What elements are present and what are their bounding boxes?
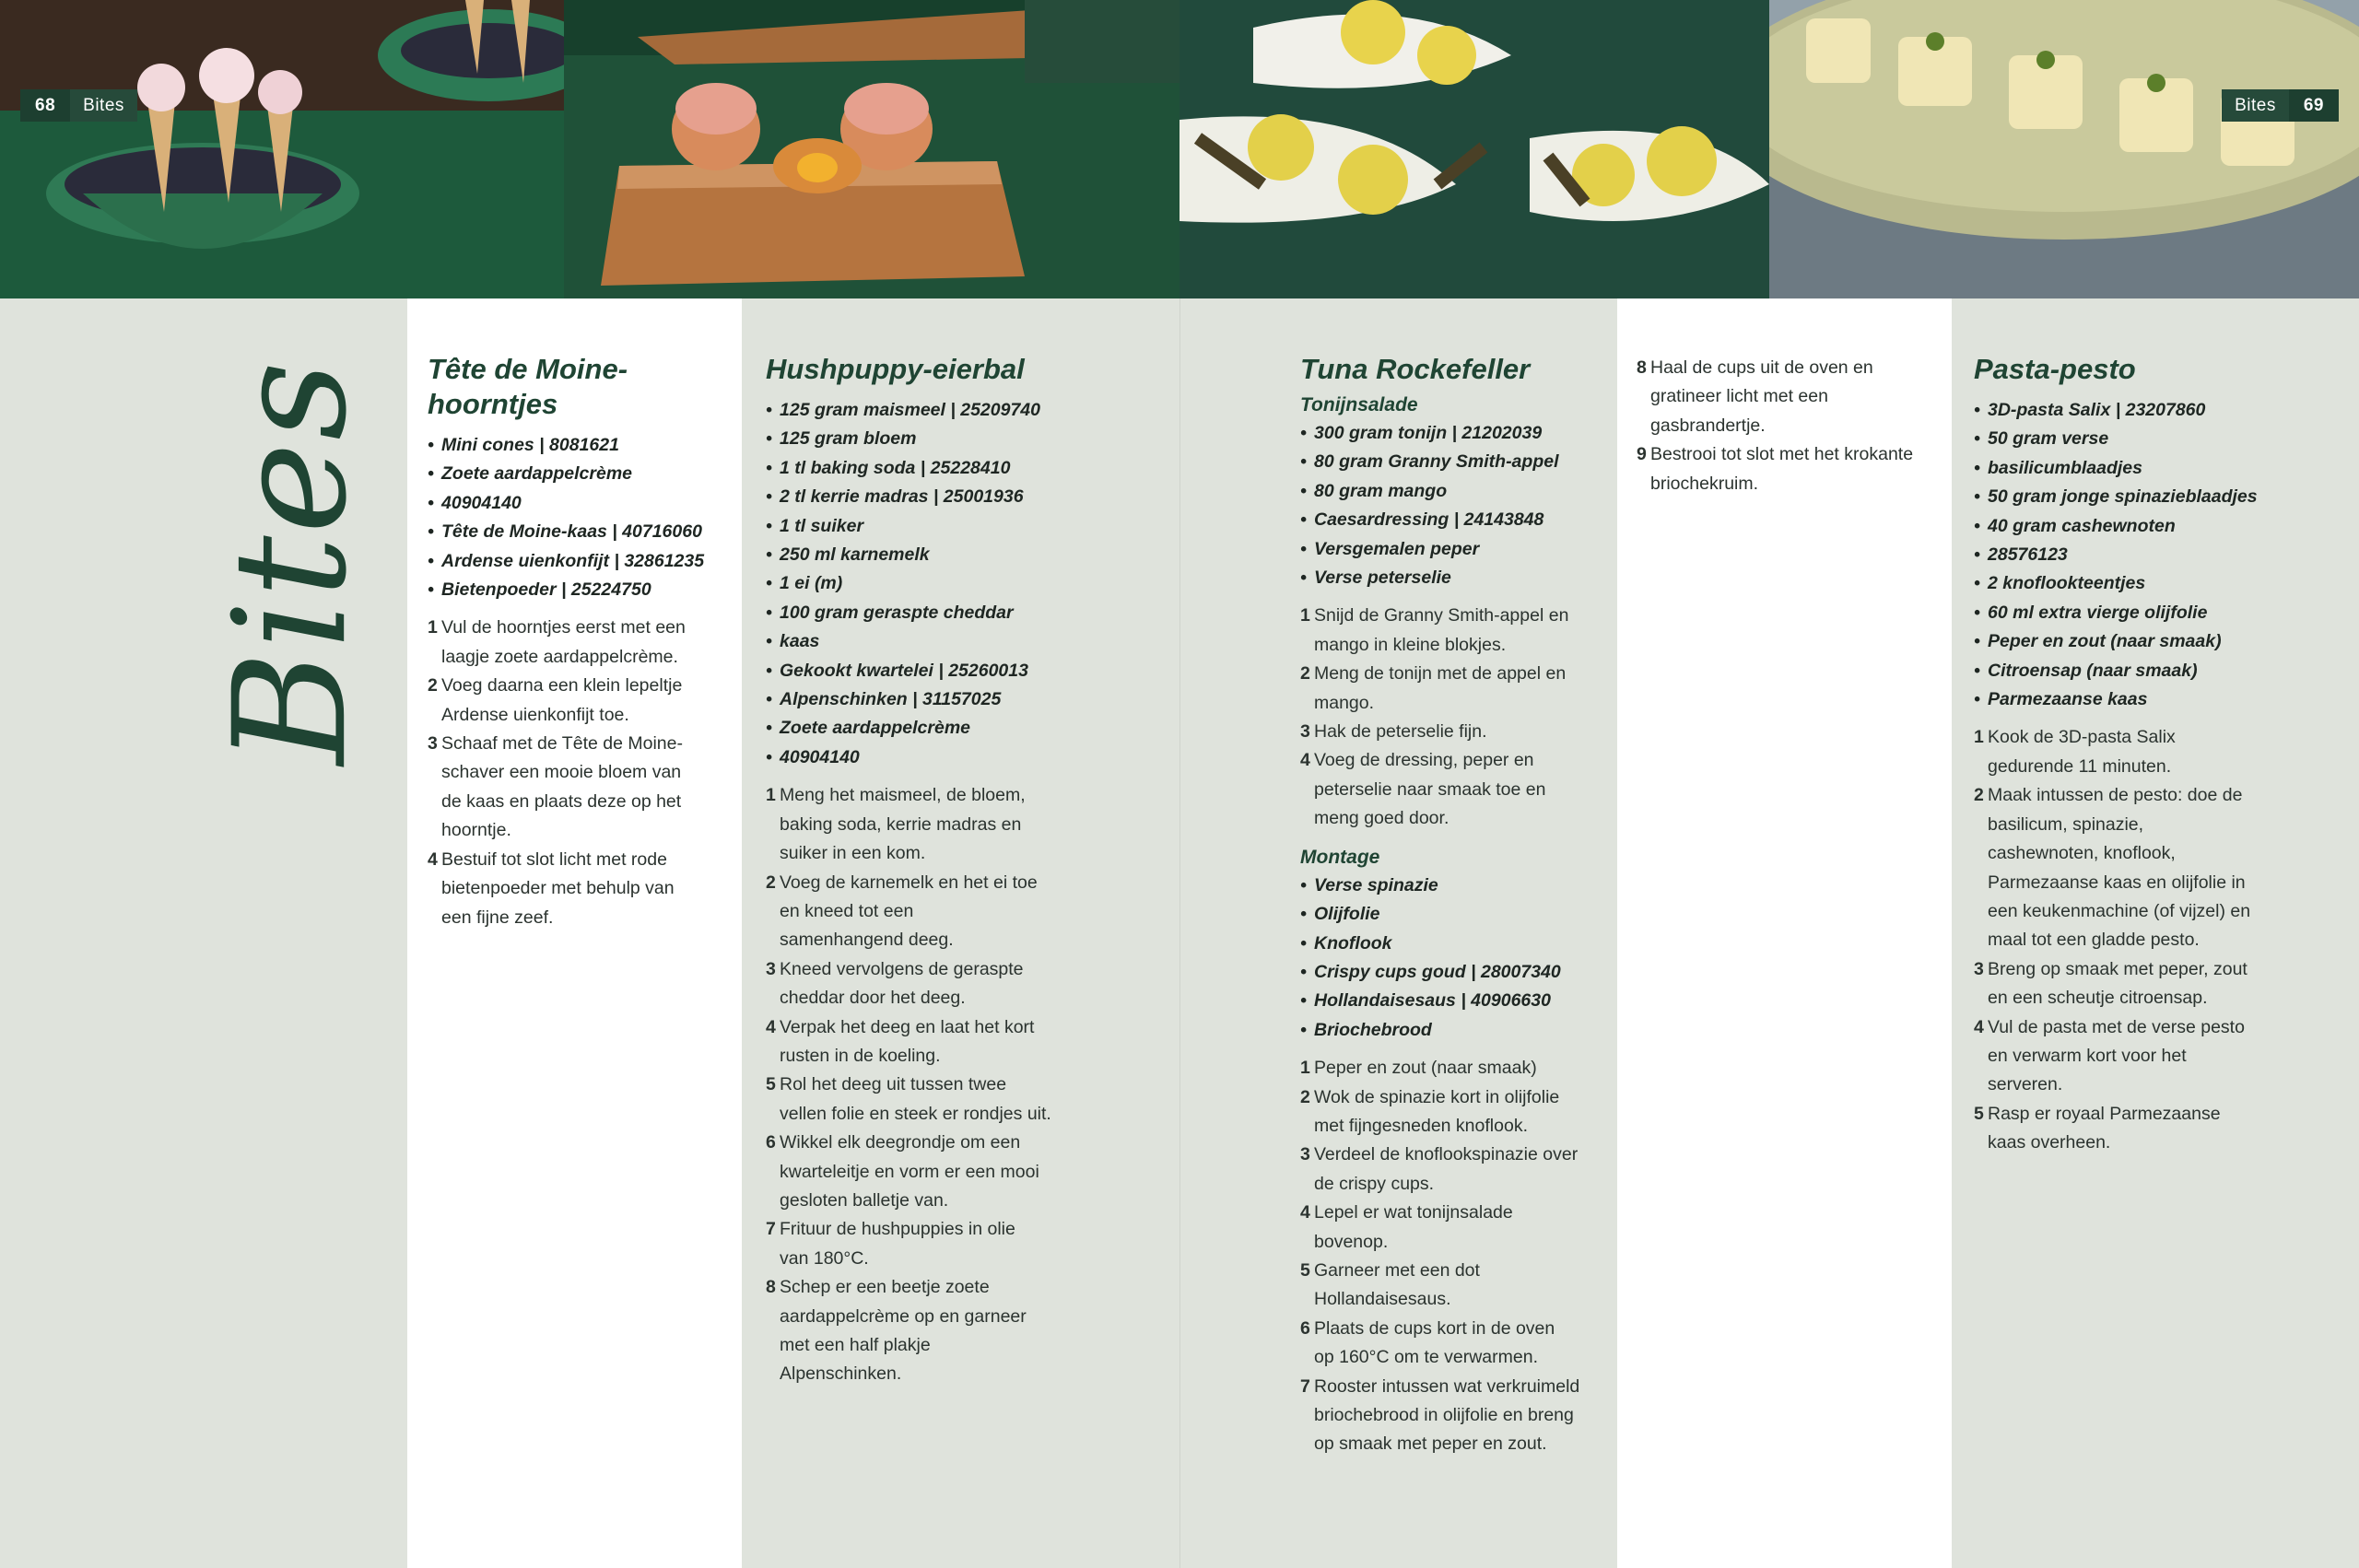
step-text-line: een keukenmachine (of vijzel) en [1988,900,2251,921]
step-text-line: vellen folie en steek er rondjes uit. [780,1103,1051,1124]
step-item [766,781,1171,868]
step-text-line: bietenpoeder met behulp van [441,878,675,899]
step-number: 7 [1300,1375,1310,1397]
ingredient-item: • 125 gram bloem [766,425,1171,453]
step-text-line: een fijne zeef. [441,907,554,928]
page-number-left: 68 [20,89,70,122]
step-number: 2 [766,872,776,893]
step-text-line: briochekruim. [1650,473,1759,494]
ingredient-item: • Tête de Moine-kaas | 40716060 [428,518,732,546]
step-text-line: Maak intussen de pesto: doe de [1988,785,2243,806]
step-text-line: Vul de hoorntjes eerst met een [441,617,686,638]
ingredient-item: • 80 gram Granny Smith-appel [1300,448,1614,476]
ingredient-item: • 80 gram mango [1300,477,1614,506]
subheading-tonijnsalade: Tonijnsalade [1300,394,1418,415]
step-item [428,672,732,730]
step-text-line: en verwarm kort voor het [1988,1045,2187,1066]
step-item [1300,718,1614,746]
step-text-line: briochebrood in olijfolie en breng [1314,1405,1574,1425]
ingredient-item: • 28576123 [1974,541,2347,569]
ingredient-item: • 2 knoflookteentjes [1974,569,2347,598]
ingredient-item: • Crispy cups goud | 28007340 [1300,958,1614,987]
step-number: 3 [1300,1144,1310,1165]
step-item [428,614,732,672]
section-label-right: Bites [2222,89,2289,122]
step-text-line: op smaak met peper en zout. [1314,1433,1547,1455]
ingredient-item: • 2 tl kerrie madras | 25001936 [766,483,1171,511]
step-text-line: rusten in de koeling. [780,1045,941,1066]
recipe-pasta-pesto [1974,352,2347,1158]
step-item [428,846,732,932]
step-text-line: Wok de spinazie kort in olijfolie [1314,1086,1560,1107]
step-number: 2 [1974,785,1984,806]
recipe-title-line: hoorntjes [428,388,558,420]
step-item [1300,1373,1614,1459]
ingredient-item: • 300 gram tonijn | 21202039 [1300,419,1614,448]
ingredient-item: • Peper en zout (naar smaak) [1974,627,2347,656]
step-text-line: gratineer licht met een [1650,386,1828,407]
ingredient-list [766,396,1171,772]
step-number: 6 [1300,1317,1310,1339]
ingredient-list [428,431,732,604]
ingredient-item: • 100 gram geraspte cheddar [766,599,1171,627]
step-list [1300,1054,1614,1459]
step-text-line: Meng de tonijn met de appel en [1314,663,1567,685]
ingredient-item: • 3D-pasta Salix | 23207860 [1974,396,2347,425]
ingredient-item: • Ardense uienkonfijt | 32861235 [428,547,732,576]
step-text-line: peterselie naar smaak toe en [1314,778,1546,800]
step-number: 3 [428,733,438,755]
left-page-tag [20,89,137,122]
step-number: 3 [766,958,776,979]
step-text-line: Vul de pasta met de verse pesto [1988,1016,2245,1037]
step-number: 1 [1974,727,1984,748]
step-number: 4 [428,848,438,870]
step-text-line: Kneed vervolgens de geraspte [780,958,1024,979]
ingredient-item: • Briochebrood [1300,1016,1614,1045]
ingredient-item: • Zoete aardappelcrème [428,460,732,488]
step-text-line: schaver een mooie bloem van [441,762,682,783]
step-text-line: Bestrooi tot slot met het krokante [1650,444,1914,465]
step-item [1974,781,2347,954]
step-list [766,781,1171,1389]
step-item [1300,602,1614,660]
step-item [766,1273,1171,1389]
step-number: 5 [1974,1103,1984,1124]
ingredient-item: • Caesardressing | 24143848 [1300,506,1614,534]
recipe-title: Hushpuppy-eierbal [766,353,1025,385]
recipe-hushpuppy [766,352,1171,1389]
step-number: 3 [1974,958,1984,979]
ingredient-item: • 125 gram maismeel | 25209740 [766,396,1171,425]
step-item [1974,1100,2347,1158]
step-text-line: de crispy cups. [1314,1173,1435,1194]
step-item [1300,1083,1614,1141]
ingredient-item: • Alpenschinken | 31157025 [766,685,1171,714]
step-item [766,1215,1171,1273]
step-item [1974,1013,2347,1100]
step-text-line: Alpenschinken. [780,1363,902,1385]
step-item [766,1129,1171,1215]
step-text-line: meng goed door. [1314,808,1449,829]
recipe-title-line: Tête de Moine- [428,353,628,385]
recipe-title: Pasta-pesto [1974,353,2136,385]
step-text-line: met fijngesneden knoflook. [1314,1115,1528,1136]
step-item [1300,1054,1614,1082]
step-text-line: kaas overheen. [1988,1132,2111,1153]
step-text-line: Peper en zout (naar smaak) [1314,1058,1537,1079]
step-text-line: en kneed tot een [780,900,914,921]
ingredient-list [1300,872,1614,1045]
step-text-line: maal tot een gladde pesto. [1988,930,2200,951]
step-text-line: Schep er een beetje zoete [780,1277,990,1298]
step-text-line: Kook de 3D-pasta Salix [1988,727,2176,748]
step-item [1300,1315,1614,1373]
ingredient-item: • 250 ml karnemelk [766,541,1171,569]
step-number: 2 [1300,663,1310,685]
ingredient-item: • Zoete aardappelcrème [766,714,1171,743]
step-number: 7 [766,1219,776,1240]
ingredient-item: • 60 ml extra vierge olijfolie [1974,599,2347,627]
step-text-line: de kaas en plaats deze op het [441,790,682,812]
step-item [1300,660,1614,718]
tuna-cups-photo [1180,0,1769,298]
step-text-line: Ardense uienkonfijt toe. [441,704,629,725]
step-text-line: cheddar door het deeg. [780,988,966,1009]
section-label-left: Bites [70,89,137,122]
step-text-line: Lepel er wat tonijnsalade [1314,1202,1513,1223]
step-number: 8 [1637,357,1647,378]
section-title-vertical [198,350,382,774]
recipe-tete-de-moine [428,352,732,932]
step-item [1300,1257,1614,1315]
ingredient-item: • 40 gram cashewnoten [1974,512,2347,541]
step-number: 2 [428,675,438,696]
ingredient-item: • Hollandaisesaus | 40906630 [1300,987,1614,1015]
step-text-line: Wikkel elk deegrondje om een [780,1132,1021,1153]
ingredient-item: • Gekookt kwartelei | 25260013 [766,657,1171,685]
cone-bites-photo [0,0,564,298]
step-text-line: Breng op smaak met peper, zout [1988,958,2248,979]
step-text-line: samenhangend deeg. [780,930,954,951]
ingredient-item: • Mini cones | 8081621 [428,431,732,460]
pasta-cups-photo [1769,0,2359,298]
step-text-line: Frituur de hushpuppies in olie [780,1219,1015,1240]
step-list [428,614,732,931]
step-text-line: Voeg de karnemelk en het ei toe [780,872,1038,893]
step-text-line: serveren. [1988,1074,2063,1095]
step-text-line: gasbrandertje. [1650,415,1766,436]
step-item [766,1071,1171,1129]
ingredient-item: • Citroensap (naar smaak) [1974,657,2347,685]
hushpuppy-photo [564,0,1180,298]
step-text-line: Hollandaisesaus. [1314,1289,1451,1310]
step-item [1300,1141,1614,1199]
ingredient-item: • Versgemalen peper [1300,535,1614,564]
step-text-line: Garneer met een dot [1314,1259,1480,1281]
ingredient-item: • Knoflook [1300,930,1614,958]
step-text-line: Haal de cups uit de oven en [1650,357,1873,378]
ingredient-item: • 40904140 [766,743,1171,772]
ingredient-item: • Parmezaanse kaas [1974,685,2347,714]
step-item [766,955,1171,1013]
step-text-line: en een scheutje citroensap. [1988,988,2208,1009]
ingredient-item: • Olijfolie [1300,900,1614,929]
step-text-line: aardappelcrème op en garneer [780,1305,1027,1327]
step-text-line: Rasp er royaal Parmezaanse [1988,1103,2221,1124]
step-text-line: kwarteleitje en vorm er een mooi [780,1161,1039,1182]
photo-strip [0,0,2359,298]
step-number: 3 [1300,721,1310,743]
ingredient-item: • Bietenpoeder | 25224750 [428,576,732,604]
right-page-tag [2222,89,2339,122]
step-text-line: van 180°C. [780,1247,869,1269]
section-title-text: Bites [200,358,381,766]
ingredient-item: • 1 tl baking soda | 25228410 [766,454,1171,483]
step-item [1300,1199,1614,1257]
step-list [1637,354,1945,498]
recipe-tuna-rockefeller [1300,352,1614,1459]
step-number: 1 [1300,605,1310,626]
step-text-line: Bestuif tot slot licht met rode [441,848,667,870]
ingredient-item: • Verse spinazie [1300,872,1614,900]
step-text-line: Hak de peterselie fijn. [1314,721,1487,743]
step-item [1637,440,1945,498]
step-number: 4 [766,1016,776,1037]
ingredient-item: • 50 gram jonge spinazieblaadjes [1974,483,2347,511]
ingredient-item: • 1 tl suiker [766,512,1171,541]
step-text-line: op 160°C om te verwarmen. [1314,1347,1538,1368]
step-text-line: Parmezaanse kaas en olijfolie in [1988,872,2246,893]
step-text-line: Rooster intussen wat verkruimeld [1314,1375,1580,1397]
step-number: 9 [1637,444,1647,465]
step-text-line: Meng het maismeel, de bloem, [780,785,1026,806]
step-number: 8 [766,1277,776,1298]
step-text-line: baking soda, kerrie madras en [780,813,1022,835]
step-item [1637,354,1945,440]
ingredient-item: • Verse peterselie [1300,564,1614,592]
step-text-line: laagje zoete aardappelcrème. [441,646,678,667]
step-text-line: met een half plakje [780,1335,931,1355]
step-number: 4 [1300,750,1310,771]
step-text-line: Rol het deeg uit tussen twee [780,1074,1007,1095]
step-number: 6 [766,1132,776,1153]
step-text-line: Plaats de cups kort in de oven [1314,1317,1555,1339]
recipe-title [428,352,732,422]
step-item [766,869,1171,955]
step-item [766,1013,1171,1071]
ingredient-list [1300,419,1614,592]
step-text-line: Snijd de Granny Smith-appel en [1314,605,1569,626]
step-item [428,730,732,846]
step-text-line: gedurende 11 minuten. [1988,755,2172,777]
step-text-line: Schaaf met de Tête de Moine- [441,733,683,755]
step-text-line: suiker in een kom. [780,843,926,864]
step-text-line: mango. [1314,692,1375,713]
subheading-montage: Montage [1300,846,1380,868]
step-text-line: hoorntje. [441,820,511,841]
recipe-tuna-continued [1637,354,1945,498]
step-text-line: cashewnoten, knoflook, [1988,843,2176,864]
recipe-title: Tuna Rockefeller [1300,353,1531,385]
step-list [1300,602,1614,833]
ingredient-item: • 50 gram verse [1974,425,2347,453]
step-number: 2 [1300,1086,1310,1107]
step-number: 5 [1300,1259,1310,1281]
step-number: 4 [1300,1202,1310,1223]
step-number: 1 [766,785,776,806]
ingredient-list [1974,396,2347,714]
step-item [1300,746,1614,833]
ingredient-item: • 40904140 [428,489,732,518]
step-number: 5 [766,1074,776,1095]
page-number-right: 69 [2289,89,2339,122]
step-text-line: Voeg daarna een klein lepeltje [441,675,683,696]
step-text-line: mango in kleine blokjes. [1314,634,1507,655]
step-list [1974,723,2347,1157]
step-text-line: gesloten balletje van. [780,1189,949,1211]
step-text-line: basilicum, spinazie, [1988,813,2144,835]
step-text-line: bovenop. [1314,1231,1389,1252]
step-text-line: Verpak het deeg en laat het kort [780,1016,1035,1037]
ingredient-item: • basilicumblaadjes [1974,454,2347,483]
step-item [1974,955,2347,1013]
step-number: 1 [428,617,438,638]
step-text-line: Voeg de dressing, peper en [1314,750,1534,771]
step-number: 4 [1974,1016,1984,1037]
ingredient-item: • kaas [766,627,1171,656]
step-text-line: Verdeel de knoflookspinazie over [1314,1144,1579,1165]
step-item [1974,723,2347,781]
ingredient-item: • 1 ei (m) [766,569,1171,598]
step-number: 1 [1300,1058,1310,1079]
